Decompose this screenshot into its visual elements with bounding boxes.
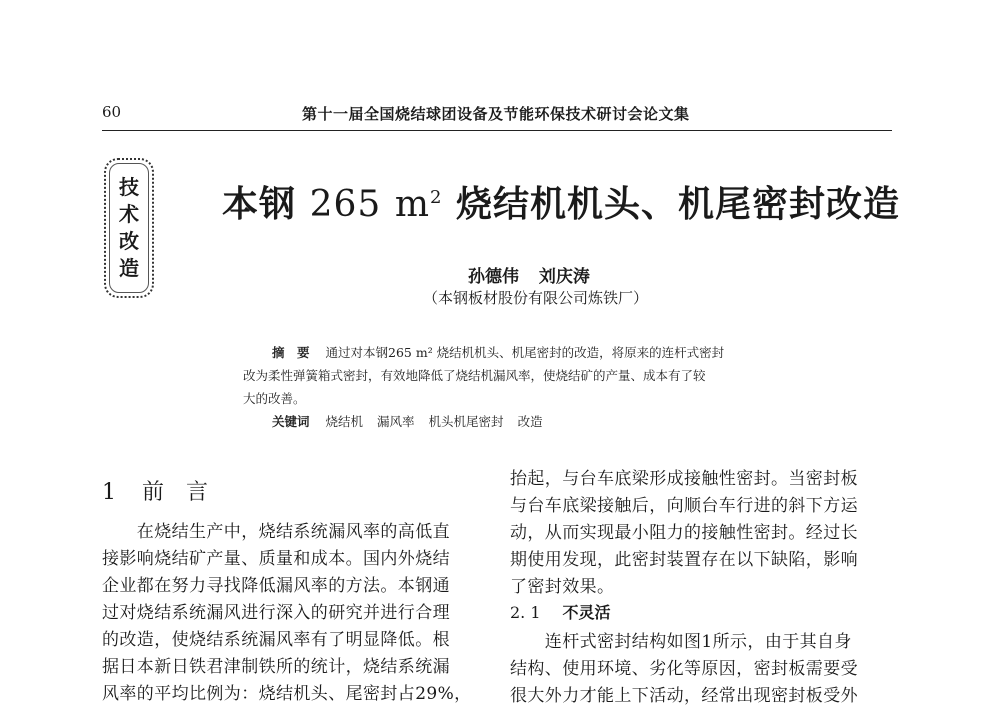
keywords-label: 关键词 bbox=[272, 414, 310, 429]
abstract-line: 改为柔性弹簧箱式密封，有效地降低了烧结机漏风率，使烧结矿的产量、成本有了较 bbox=[243, 368, 706, 383]
body-line: 风率的平均比例为：烧结机头、尾密封占29%， bbox=[102, 684, 472, 704]
subsection-heading bbox=[510, 600, 611, 623]
body-line: 很大外力才能上下活动，经常出现密封板受外 bbox=[510, 686, 858, 706]
badge-char: 术 bbox=[119, 202, 139, 226]
body-line: 的改造，使烧结系统漏风率有了明显降低。根 bbox=[102, 630, 450, 650]
badge-char: 技 bbox=[119, 175, 139, 199]
section-heading bbox=[102, 475, 230, 506]
header-rule bbox=[102, 130, 892, 131]
body-line: 动，从而实现最小阻力的接触性密封。经过长 bbox=[510, 523, 858, 543]
body-line: 在烧结生产中，烧结系统漏风率的高低直 bbox=[102, 522, 450, 542]
affiliation: （本钢板材股份有限公司炼铁厂） bbox=[423, 289, 649, 307]
authors: 孙德伟 刘庆涛 bbox=[468, 267, 590, 287]
title-unit-exponent: 2 bbox=[429, 187, 443, 208]
article-title bbox=[222, 176, 900, 227]
keyword: 漏风率 bbox=[377, 414, 415, 429]
body-line: 企业都在努力寻找降低漏风率的方法。本钢通 bbox=[102, 576, 450, 596]
page-number: 60 bbox=[102, 103, 122, 121]
body-line: 接影响烧结矿产量、质量和成本。国内外烧结 bbox=[102, 549, 450, 569]
abstract-text: 通过对本钢265 m² 烧结机机头、机尾密封的改造，将原来的连杆式密封 bbox=[325, 345, 725, 360]
section-number: 1 bbox=[102, 480, 116, 505]
badge-char: 改 bbox=[119, 229, 139, 253]
keyword: 烧结机 bbox=[325, 414, 364, 429]
abstract-line: 大的改善。 bbox=[243, 391, 306, 406]
body-line: 结构、使用环境、劣化等原因，密封板需要受 bbox=[510, 659, 858, 679]
body-line: 据日本新日铁君津制铁所的统计，烧结系统漏 bbox=[102, 657, 450, 677]
body-line: 连杆式密封结构如图1所示，由于其自身 bbox=[510, 632, 852, 652]
keyword: 机头机尾密封 bbox=[428, 414, 504, 429]
body-line: 与台车底梁接触后，向顺台车行进的斜下方运 bbox=[510, 496, 858, 516]
abstract-line bbox=[272, 343, 724, 361]
body-line: 期使用发现，此密封装置存在以下缺陷，影响 bbox=[510, 550, 858, 570]
body-line: 过对烧结系统漏风进行深入的研究并进行合理 bbox=[102, 603, 450, 623]
title-number: 265 bbox=[309, 184, 382, 225]
section-title: 前言 bbox=[142, 480, 231, 505]
column-badge bbox=[104, 158, 154, 298]
abstract-label: 摘 要 bbox=[272, 345, 310, 360]
subsection-number: 2. 1 bbox=[510, 603, 541, 622]
body-line: 抬起，与台车底梁形成接触性密封。当密封板 bbox=[510, 469, 858, 489]
title-unit: m bbox=[394, 184, 430, 225]
badge-char: 造 bbox=[119, 256, 139, 280]
title-prefix: 本钢 bbox=[222, 184, 297, 225]
subsection-title: 不灵活 bbox=[562, 603, 611, 622]
keywords-line bbox=[272, 412, 557, 430]
keyword: 改造 bbox=[517, 414, 543, 429]
body-line: 了密封效果。 bbox=[510, 577, 615, 597]
title-rest: 烧结机机头、机尾密封改造 bbox=[455, 184, 900, 225]
running-header: 第十一届全国烧结球团设备及节能环保技术研讨会论文集 bbox=[302, 105, 690, 123]
